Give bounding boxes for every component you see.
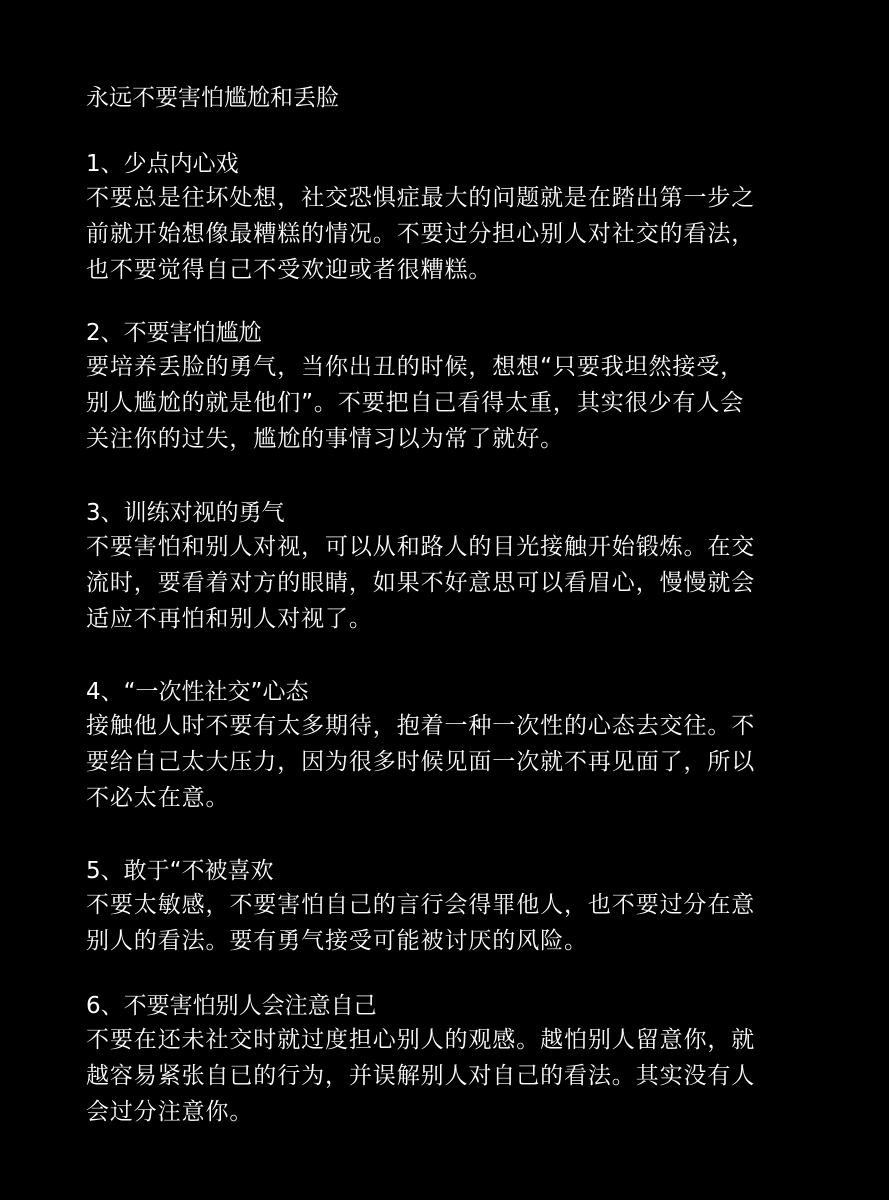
section-heading: 2、不要害怕尴尬 [86, 320, 262, 346]
section-heading: 3、训练对视的勇气 [86, 500, 285, 526]
section-6 [86, 990, 816, 1130]
section-heading: 4、“一次性社交”心态 [86, 679, 309, 705]
section-heading: 6、不要害怕别人会注意自己 [86, 993, 377, 1019]
section-2 [86, 317, 816, 457]
page-title: 永远不要害怕尴尬和丢脸 [86, 85, 339, 111]
section-text-line: 前就开始想像最糟糕的情况。不要过分担心别人对社交的看法， [86, 221, 756, 247]
section-3 [86, 497, 816, 637]
section-5 [86, 855, 816, 959]
section-text-line: 会过分注意你。 [86, 1099, 254, 1125]
section-1 [86, 148, 816, 288]
section-text-line: 别人尴尬的就是他们”。不要把自己看得太重，其实很少有人会 [86, 390, 745, 416]
section-text-line: 别人的看法。要有勇气接受可能被讨厌的风险。 [86, 928, 588, 954]
section-text-line: 越容易紧张自已的行为，并误解别人对自己的看法。其实没有人 [86, 1063, 756, 1089]
section-text-line: 要给自己太大压力，因为很多时候见面一次就不再见面了，所以 [86, 749, 756, 775]
section-text-line: 也不要觉得自己不受欢迎或者很糟糕。 [86, 257, 493, 283]
section-text-line: 不要总是往坏处想，社交恐惧症最大的问题就是在踏出第一步之 [86, 185, 756, 211]
section-heading: 1、少点内心戏 [86, 151, 239, 177]
section-text-line: 适应不再怕和别人对视了。 [86, 606, 373, 632]
section-text-line: 不要太敏感，不要害怕自己的言行会得罪他人，也不要过分在意 [86, 892, 756, 918]
section-text-line: 不必太在意。 [86, 785, 230, 811]
section-text-line: 流时，要看着对方的眼睛，如果不好意思可以看眉心，慢慢就会 [86, 570, 756, 596]
section-text-line: 不要在还未社交时就过度担心别人的观感。越怕别人留意你，就 [86, 1027, 756, 1053]
section-4 [86, 676, 816, 816]
section-text-line: 接触他人时不要有太多期待，抱着一种一次性的心态去交往。不 [86, 713, 756, 739]
section-text-line: 关注你的过失，尴尬的事情习以为常了就好。 [86, 426, 564, 452]
section-heading: 5、敢于“不被喜欢 [86, 858, 274, 884]
section-text-line: 不要害怕和别人对视，可以从和路人的目光接触开始锻炼。在交 [86, 534, 756, 560]
section-text-line: 要培养丢脸的勇气，当你出丑的时候，想想“只要我坦然接受， [86, 354, 745, 380]
